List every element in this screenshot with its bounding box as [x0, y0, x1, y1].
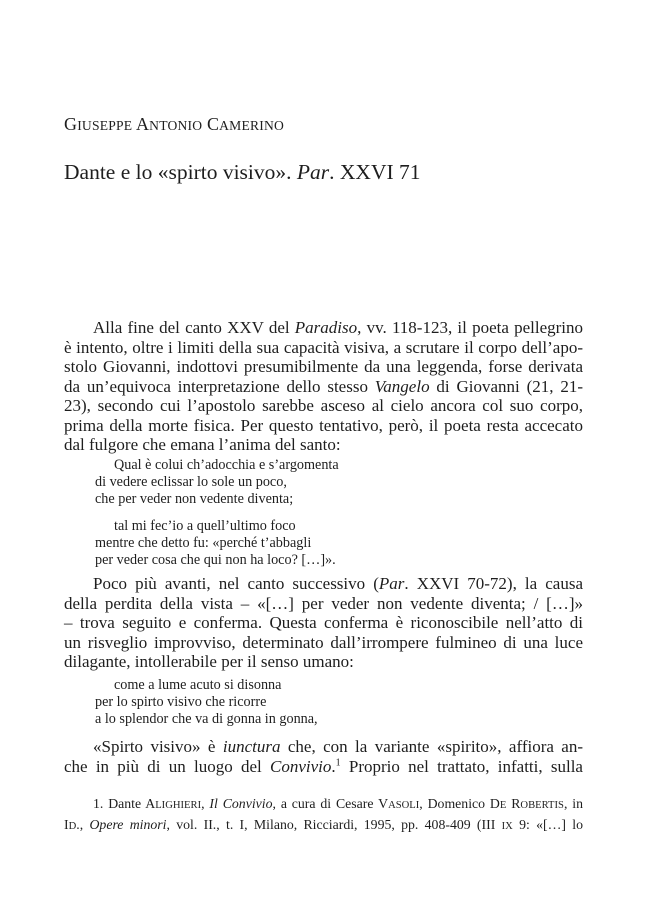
- paragraph-1: Alla fine del canto XXV del Paradiso, vv. 118-123, il poeta pellegrino è intento, oltre i limiti della sua capacità visiva, a scrutare il corpo dell’apo- stolo Giovanni, indottovi presumibilmente da una leggenda, forse derivata da un’equivoca interpretazione dello stesso Vangelo di Giovanni (21, 21- 23), secondo cui l’apostolo sarebbe asceso al cielo ancora col suo corpo, prima della morte fisica. Per questo tentativo, però, il poeta resta accecato dal fulgore che emana l’anima del santo:: [64, 318, 584, 454]
- verse-quote-1: Qual è colui ch’adocchia e s’argomenta di vedere eclissar lo sole un poco, che per veder non vedente diventa; tal mi fec’io a quell’ultimo foco mentre che detto fu: «perché t’abbagli per veder cosa che qui non ha loco? […]».: [95, 457, 339, 568]
- verse-quote-2: come a lume acuto si disonna per lo spirto visivo che ricorre a lo splendor che va di gonna in gonna,: [95, 677, 318, 727]
- author-name: GIUSEPPE ANTONIO CAMERINO: [64, 114, 284, 134]
- footnote-ref: 1: [335, 756, 341, 768]
- article-title: Dante e lo «spirto visivo». Par. XXVI 71: [64, 160, 421, 184]
- paragraph-3: «Spirto visivo» è iunctura che, con la variante «spirito», affiora an- che in più di un luogo del Convivio.$^1$ Proprio nel trattato, infatti, sulla: [64, 737, 584, 776]
- paragraph-2: Poco più avanti, nel canto successivo (Par. XXVI 70-72), la causa della perdita della vista – «[…] per veder non vedente diventa; / […]» – trova seguito e conferma. Questa conferma è riconoscibile nell’atto di un risveglio improvviso, determinato dall’irrompere fulmineo di una luce dilagante, intollerabile per il senso umano:: [64, 574, 583, 671]
- footnote: 1. Dante ALIGHIERI, Il Convivio, a cura di Cesare VASOLI, Domenico DE ROBERTIS, in ID., Opere minori, vol. II., t. I, Milano, Ricciardi, 1995, pp. 408-409 (III IX 9: «[…] lo: [64, 796, 583, 832]
